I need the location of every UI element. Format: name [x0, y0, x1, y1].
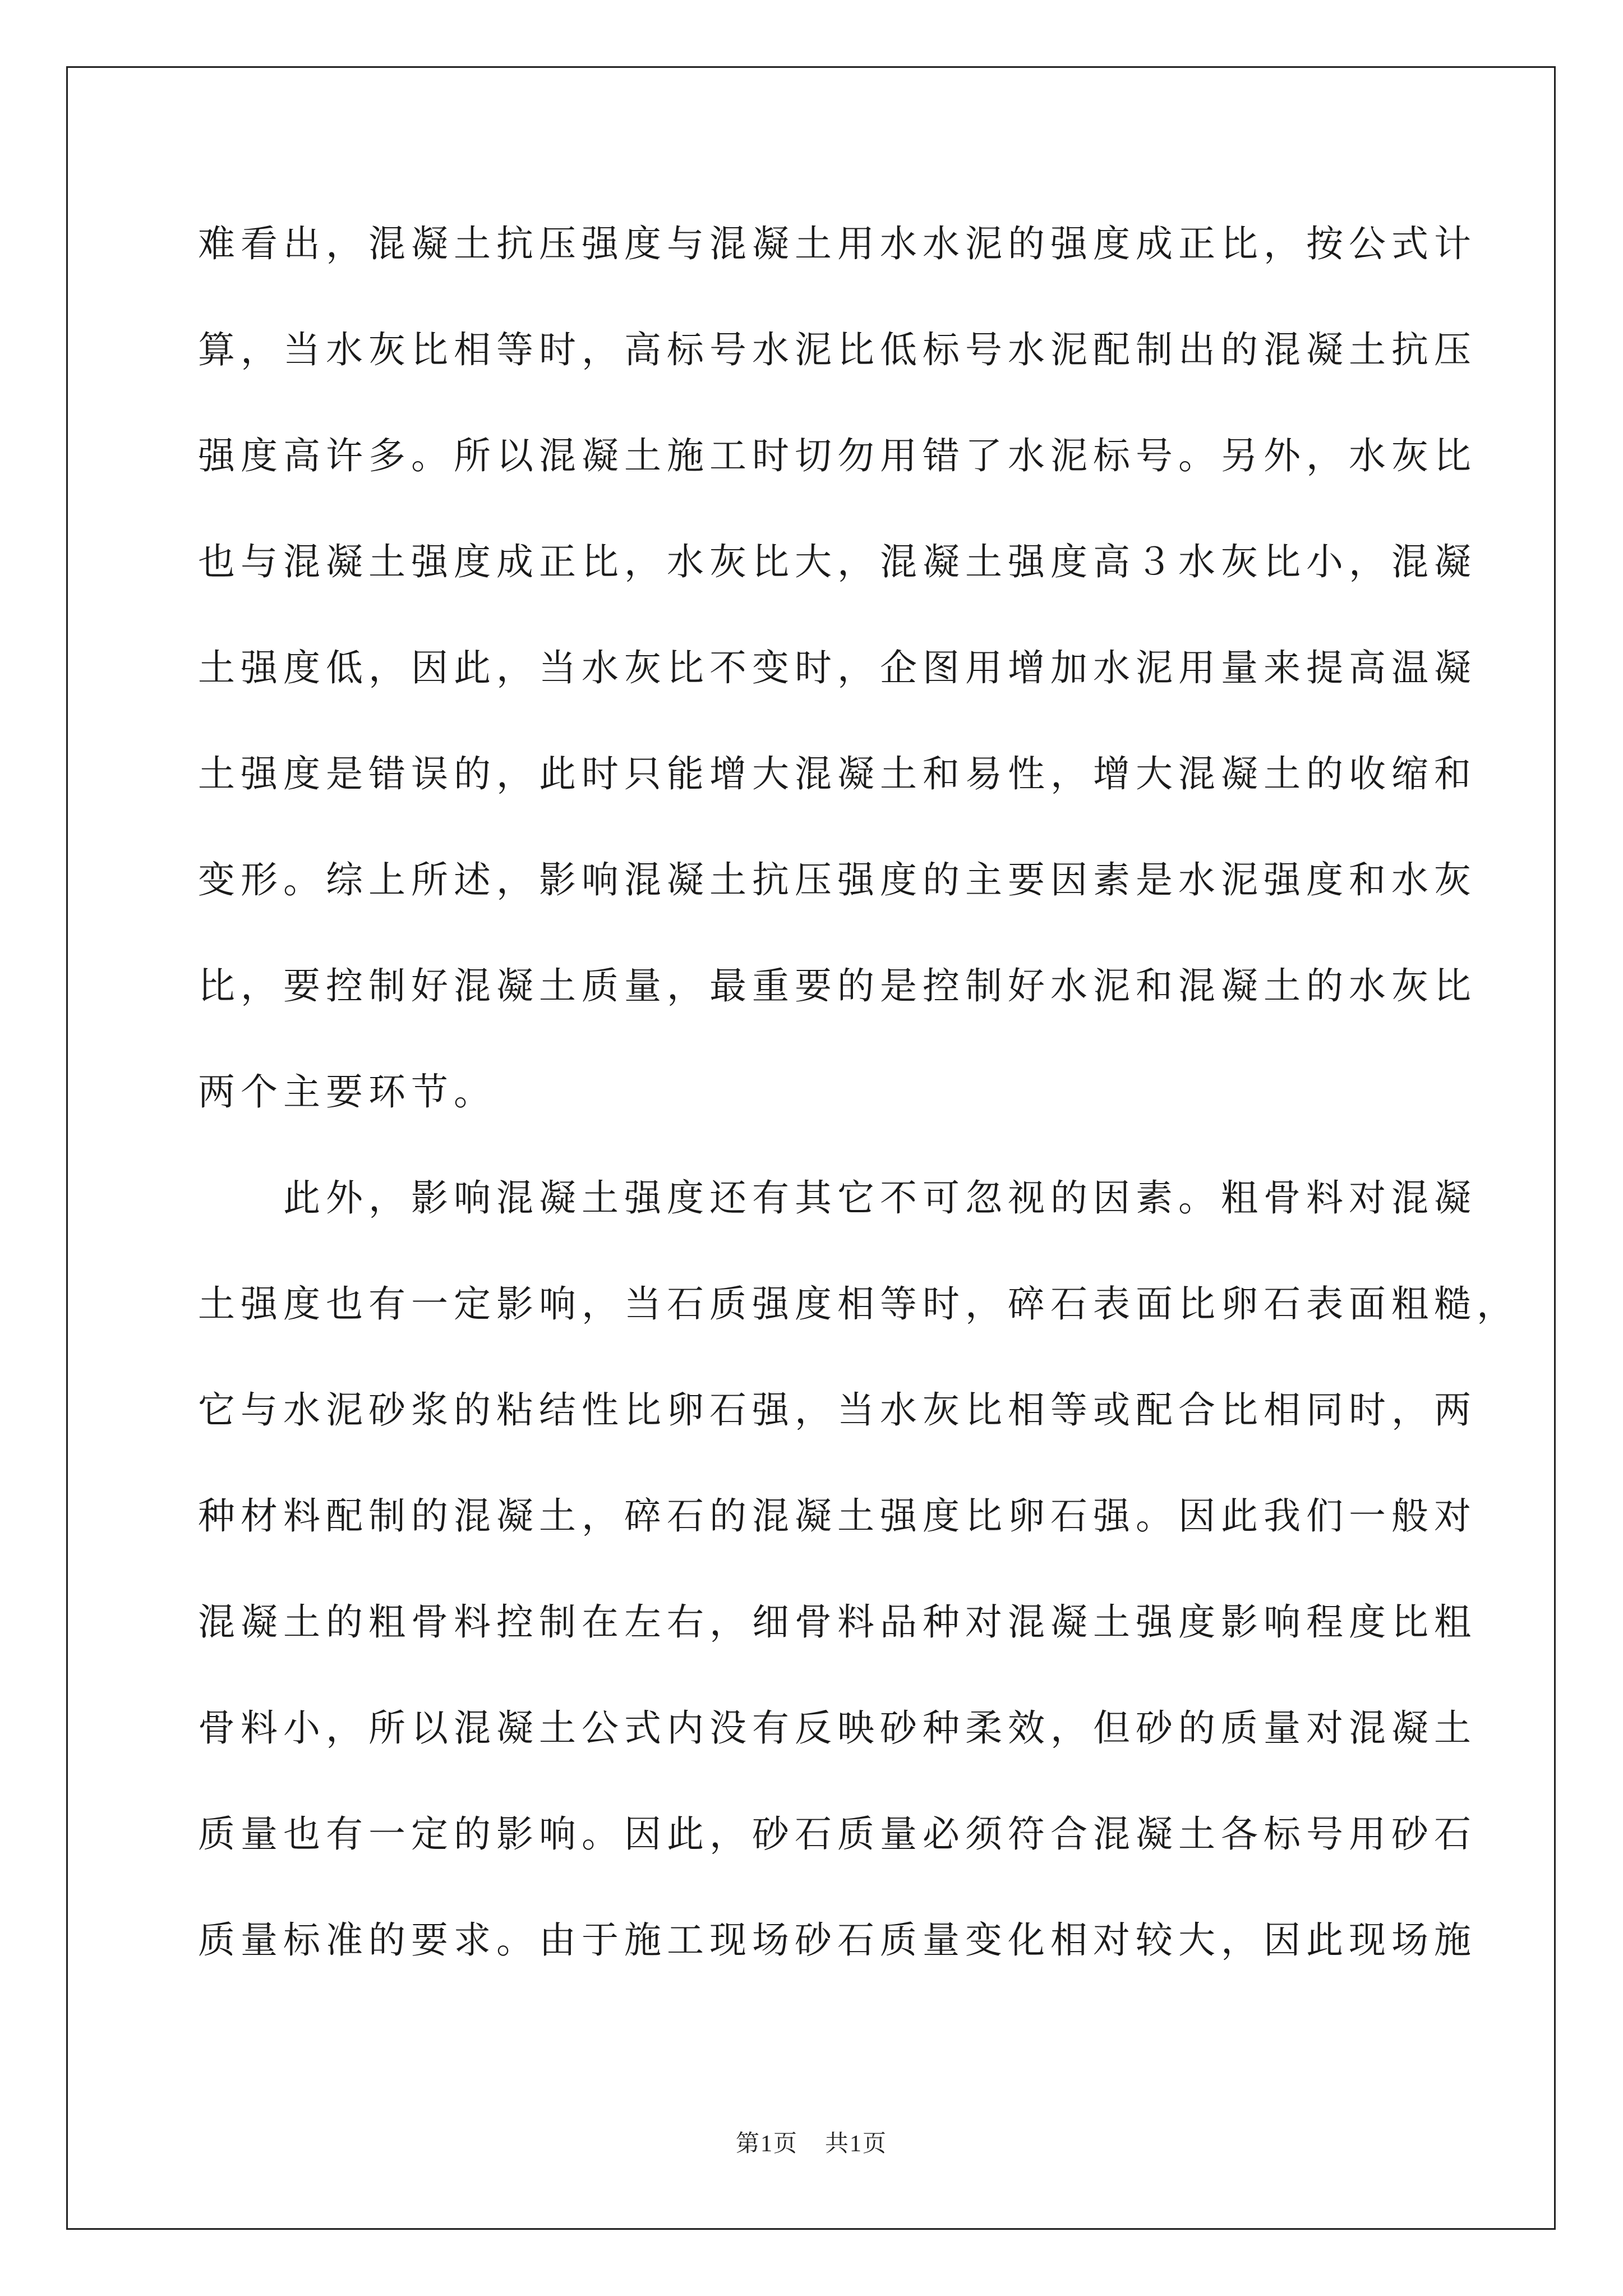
- paragraph-1-line-6: 土强度是错误的，此时只能增大混凝土和易性，增大混凝土的收缩和: [198, 752, 1477, 795]
- paragraph-2-line-8: 质量标准的要求。由于施工现场砂石质量变化相对较大，因此现场施: [198, 1918, 1477, 1962]
- paragraph-2-line-1: 此外，影响混凝土强度还有其它不可忽视的因素。粗骨料对混凝: [283, 1176, 1477, 1220]
- page-number-total: 共1页: [825, 2131, 888, 2157]
- paragraph-1-line-1: 难看出，混凝土抗压强度与混凝土用水水泥的强度成正比，按公式计: [198, 222, 1477, 265]
- paragraph-2-line-6: 骨料小，所以混凝土公式内没有反映砂种柔效，但砂的质量对混凝土: [198, 1706, 1477, 1750]
- paragraph-2-line-7: 质量也有一定的影响。因此，砂石质量必须符合混凝土各标号用砂石: [198, 1812, 1477, 1856]
- paragraph-1-line-9: 两个主要环节。: [198, 1070, 496, 1114]
- paragraph-2-line-3: 它与水泥砂浆的粘结性比卵石强，当水灰比相等或配合比相同时，两: [198, 1388, 1477, 1432]
- page-number-current: 第1页: [735, 2131, 798, 2157]
- page-footer: [0, 2125, 1623, 2159]
- paragraph-1-line-4: 也与混凝土强度成正比，水灰比大，混凝土强度高３水灰比小，混凝: [198, 540, 1477, 583]
- paragraph-2-line-2: 土强度也有一定影响，当石质强度相等时，碎石表面比卵石表面粗糙，: [198, 1282, 1519, 1326]
- paragraph-1-line-8: 比，要控制好混凝土质量，最重要的是控制好水泥和混凝土的水灰比: [198, 964, 1477, 1007]
- paragraph-2-line-4: 种材料配制的混凝土，碎石的混凝土强度比卵石强。因此我们一般对: [198, 1494, 1477, 1538]
- paragraph-2-line-5: 混凝土的粗骨料控制在左右，细骨料品种对混凝土强度影响程度比粗: [198, 1600, 1477, 1644]
- document-body: [198, 191, 1519, 1993]
- paragraph-1-line-5: 土强度低，因此，当水灰比不变时，企图用增加水泥用量来提高温凝: [198, 646, 1477, 689]
- paragraph-1-line-3: 强度高许多。所以混凝土施工时切勿用错了水泥标号。另外，水灰比: [198, 434, 1477, 477]
- paragraph-1-line-2: 算，当水灰比相等时，高标号水泥比低标号水泥配制出的混凝土抗压: [198, 328, 1477, 371]
- paragraph-1-line-7: 变形。综上所述，影响混凝土抗压强度的主要因素是水泥强度和水灰: [198, 858, 1477, 901]
